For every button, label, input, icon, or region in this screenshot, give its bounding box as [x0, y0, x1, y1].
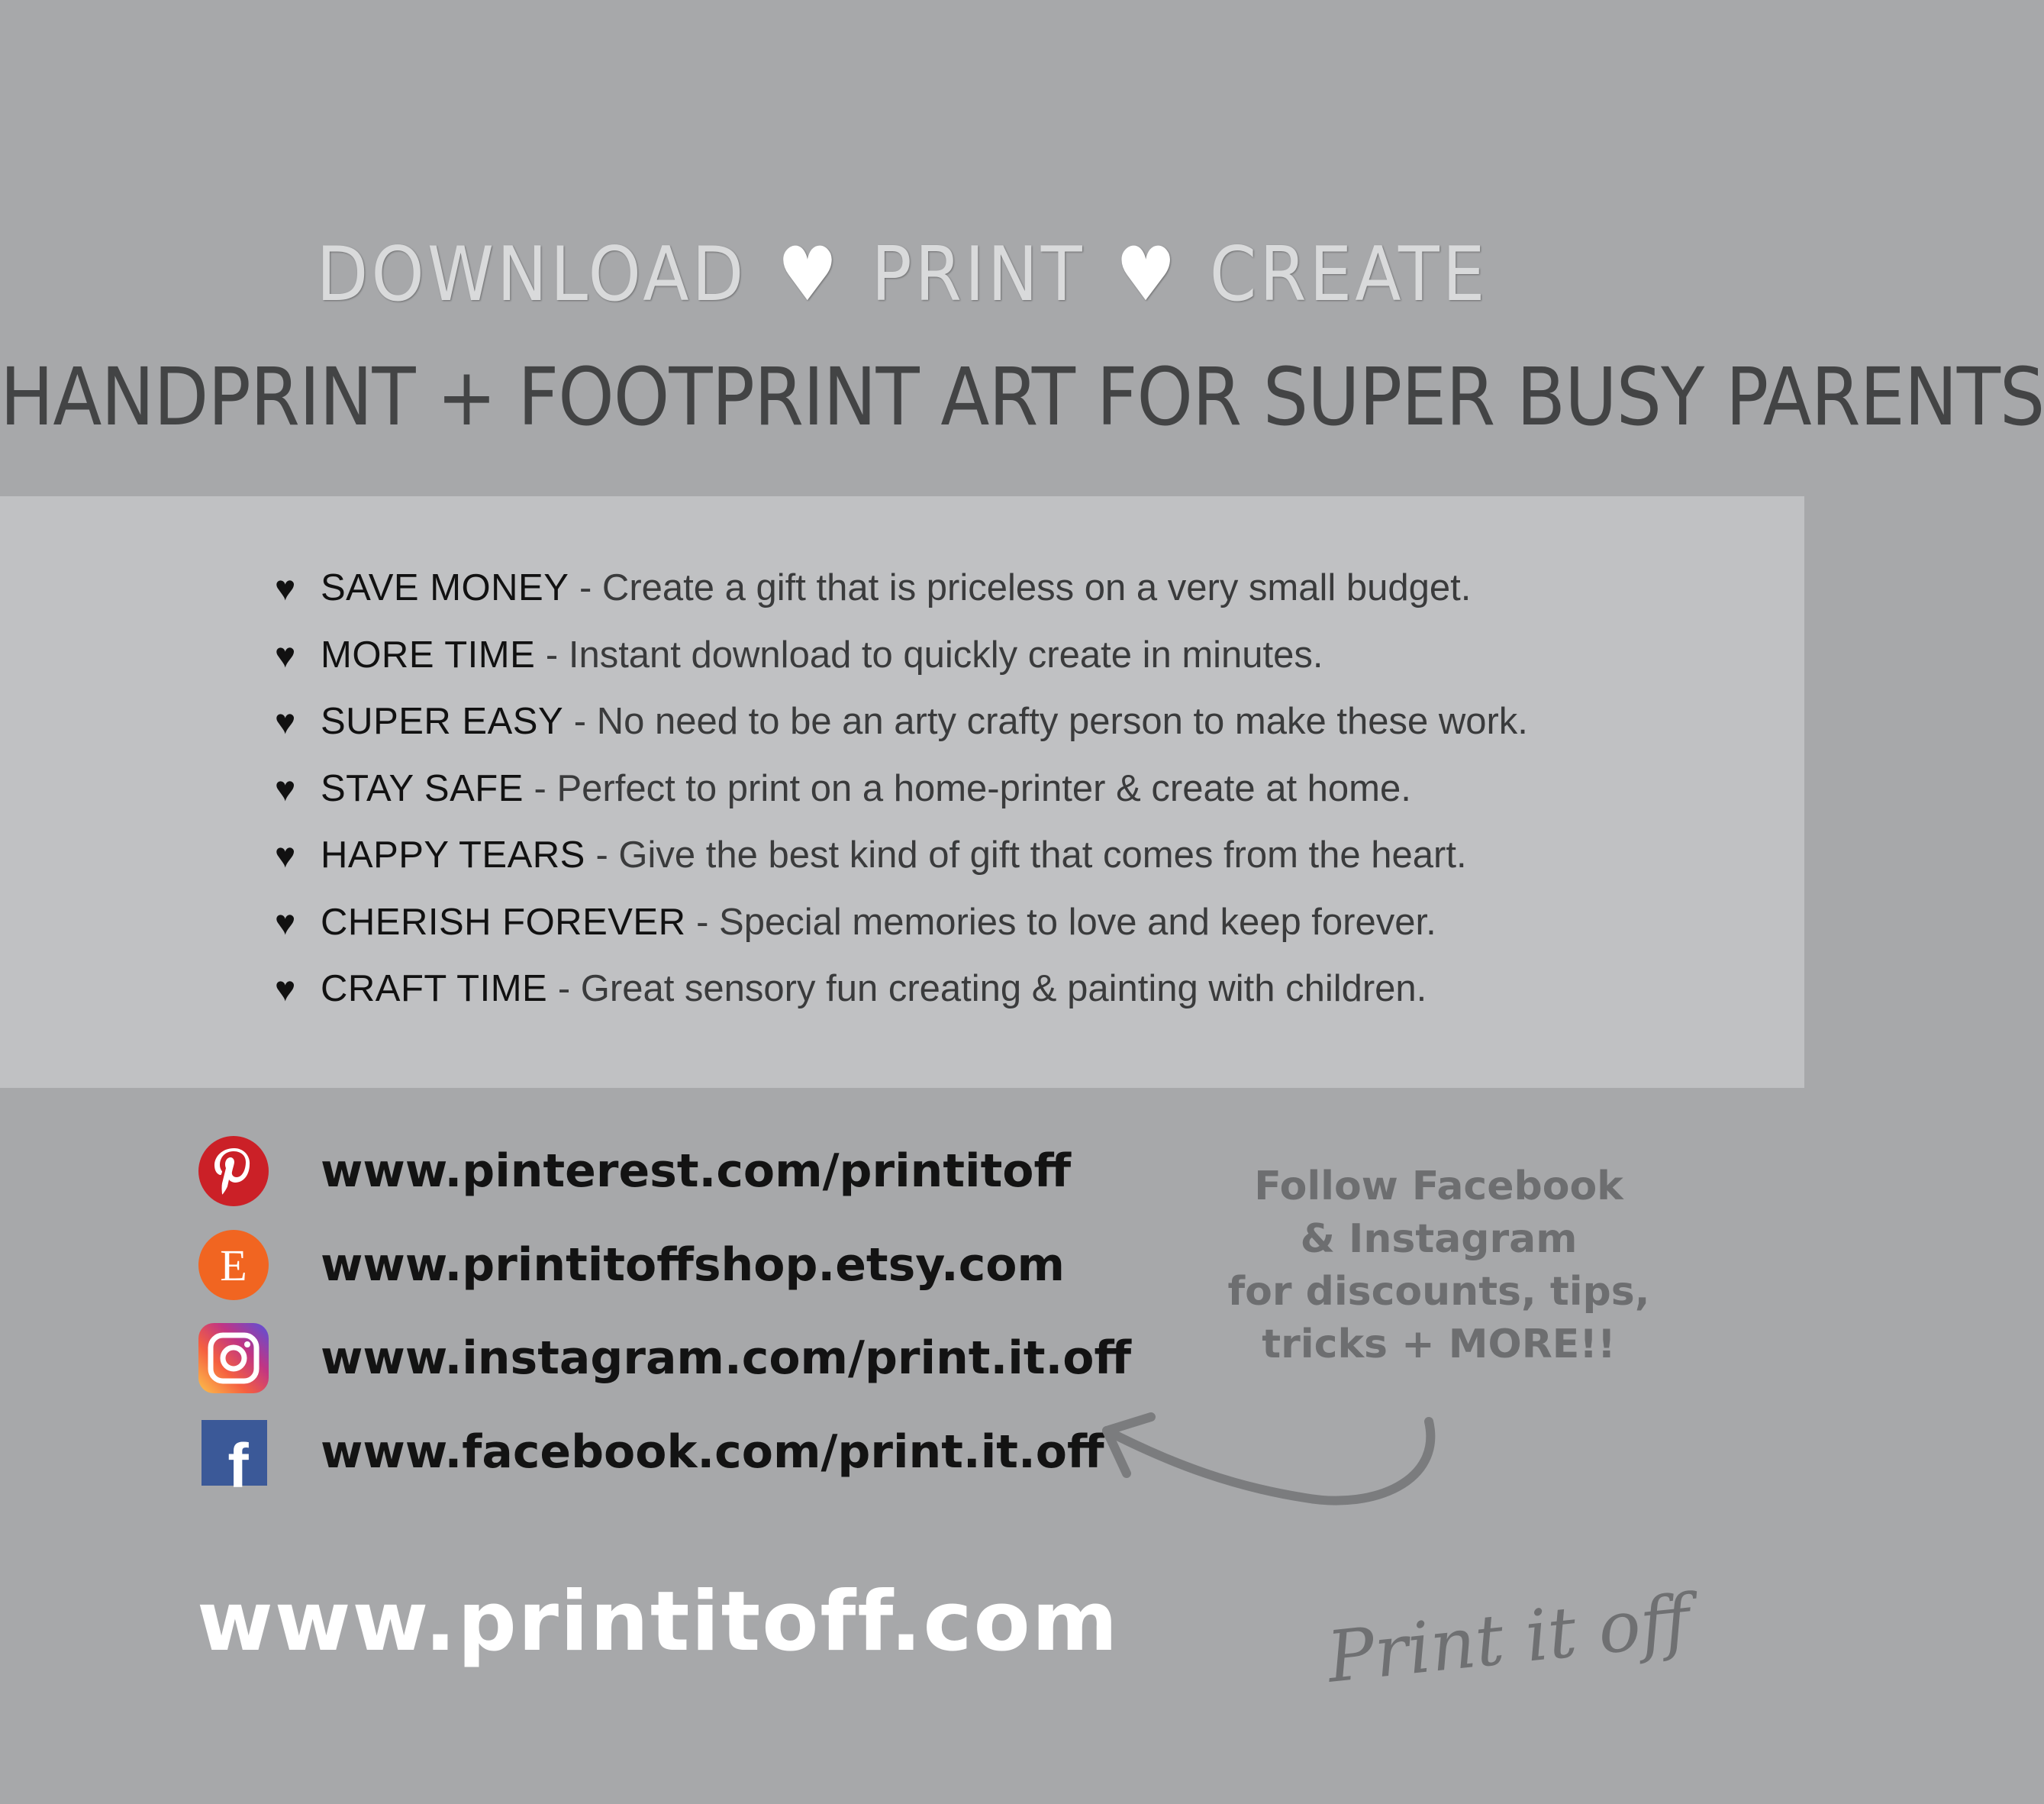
- benefit-description: - No need to be an arty crafty person to make these work.: [563, 701, 1528, 742]
- facebook-icon: [198, 1417, 269, 1501]
- headline: HANDPRINT + FOOTPRINT ART FOR SUPER BUSY PARENTS: [0, 350, 2044, 444]
- tagline-print: PRINT: [871, 231, 1085, 318]
- instagram-icon: [198, 1323, 269, 1393]
- benefit-description: - Perfect to print on a home-printer & create at home.: [523, 767, 1411, 809]
- etsy-link[interactable]: www.printitoffshop.etsy.com: [321, 1238, 1065, 1292]
- benefit-title: CHERISH FOREVER: [321, 901, 686, 943]
- heart-icon: ♥: [275, 835, 296, 875]
- svg-text:E: E: [220, 1240, 247, 1290]
- benefit-description: - Create a gift that is priceless on a very small budget.: [569, 567, 1472, 608]
- pinterest-icon: [198, 1136, 269, 1206]
- follow-line: Follow Facebook: [1254, 1163, 1623, 1209]
- heart-icon: ♥: [777, 231, 841, 318]
- heart-icon: ♥: [275, 969, 296, 1008]
- tagline: [0, 229, 1804, 321]
- heart-icon: ♥: [1115, 231, 1179, 318]
- benefit-item: [275, 628, 1528, 695]
- follow-line: for discounts, tips,: [1227, 1269, 1650, 1315]
- follow-line: tricks + MORE!!: [1262, 1322, 1616, 1367]
- svg-text:Print it off: Print it off: [1323, 1579, 1694, 1699]
- heart-icon: ♥: [275, 902, 296, 942]
- benefits-list: [275, 561, 1528, 1029]
- benefit-title: SAVE MONEY: [321, 567, 569, 608]
- follow-line: & Instagram: [1300, 1216, 1578, 1262]
- benefit-description: - Instant download to quickly create in minutes.: [535, 634, 1323, 676]
- tagline-create: CREATE: [1209, 231, 1488, 318]
- instagram-link[interactable]: www.instagram.com/print.it.off: [321, 1331, 1132, 1385]
- tagline-download: DOWNLOAD: [316, 231, 747, 318]
- benefit-description: - Special memories to love and keep forever.: [685, 901, 1436, 943]
- benefit-description: - Great sensory fun creating & painting with children.: [547, 968, 1427, 1009]
- benefit-item: [275, 896, 1528, 963]
- svg-text:f: f: [227, 1431, 249, 1501]
- pinterest-link[interactable]: www.pinterest.com/printitoff: [321, 1144, 1072, 1198]
- etsy-icon: [198, 1230, 269, 1300]
- heart-icon: ♥: [275, 568, 296, 608]
- print-it-off-logo: [1313, 1579, 1694, 1725]
- benefit-title: HAPPY TEARS: [321, 834, 585, 876]
- benefit-item: [275, 828, 1528, 896]
- benefit-title: STAY SAFE: [321, 767, 524, 809]
- follow-callout: [1194, 1160, 1683, 1371]
- benefit-item: [275, 695, 1528, 762]
- benefit-description: - Give the best kind of gift that comes from the heart.: [585, 834, 1467, 876]
- heart-icon: ♥: [275, 702, 296, 741]
- heart-icon: ♥: [275, 634, 296, 675]
- facebook-link[interactable]: www.facebook.com/print.it.off: [321, 1425, 1104, 1479]
- benefit-title: MORE TIME: [321, 634, 536, 676]
- benefit-item: [275, 762, 1528, 829]
- benefit-title: CRAFT TIME: [321, 968, 548, 1009]
- curved-arrow-icon: [1084, 1397, 1450, 1519]
- benefit-title: SUPER EASY: [321, 701, 564, 742]
- heart-icon: ♥: [275, 768, 296, 808]
- benefit-item: [275, 962, 1528, 1029]
- website-link[interactable]: www.printitoff.com: [197, 1574, 1120, 1670]
- benefit-item: [275, 561, 1528, 628]
